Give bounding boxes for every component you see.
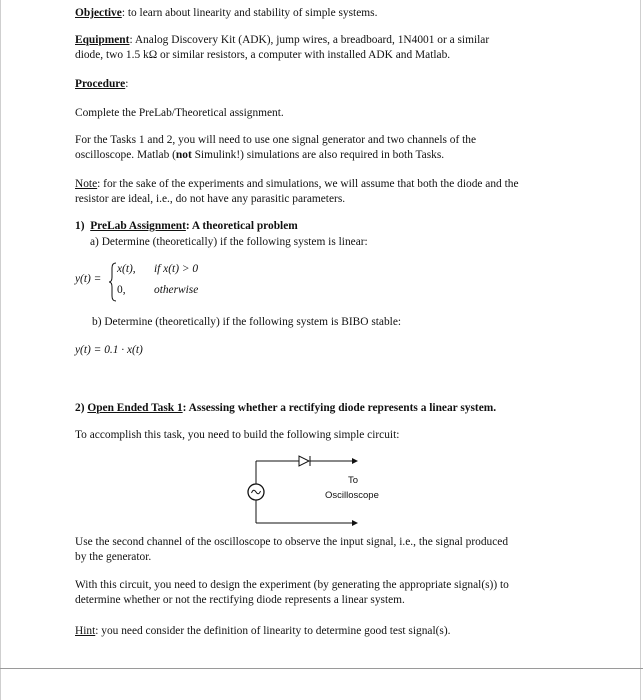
- eq1-lhs: y(t) =: [75, 273, 102, 285]
- circuit-label-oscilloscope: Oscilloscope: [325, 490, 379, 501]
- bottom-wire: [256, 520, 358, 526]
- second-channel-line1: Use the second channel of the oscilloscope to observe the input signal, i.e., the signal produced: [75, 536, 509, 548]
- piecewise-equation: [75, 261, 275, 303]
- procedure-tasks-paragraph: [75, 133, 575, 163]
- page-left-border: [0, 0, 1, 700]
- prelab-label: PreLab Assignment: [90, 220, 186, 232]
- diode-icon: [297, 456, 315, 466]
- note-line1: : for the sake of the experiments and simulations, we will assume that both the diode and the: [97, 178, 519, 190]
- second-channel-line2: by the generator.: [75, 551, 152, 563]
- procedure-tasks-line1: For the Tasks 1 and 2, you will need to use one signal generator and two channels of the: [75, 134, 477, 146]
- eq1-case2-condition: otherwise: [154, 284, 199, 296]
- procedure-heading-suffix: :: [125, 78, 129, 90]
- page-bottom-border: [0, 668, 643, 669]
- hint-label: Hint: [75, 625, 96, 637]
- page-right-border: [640, 0, 641, 700]
- procedure-tasks-line2-pre: oscilloscope. Matlab (: [75, 149, 176, 161]
- task1-label: Open Ended Task 1: [87, 402, 183, 414]
- prelab-part-a: a) Determine (theoretically) if the following system is linear:: [90, 236, 368, 248]
- procedure-tasks-line2-bold: not: [175, 149, 192, 161]
- design-line1: With this circuit, you need to design the experiment (by generating the appropriate signal(s)) to: [75, 579, 509, 591]
- procedure-heading-label: Procedure: [75, 78, 126, 90]
- objective-label: Objective: [75, 7, 122, 19]
- prelab-title: : A theoretical problem: [185, 220, 298, 232]
- objective-text: : to learn about linearity and stability of simple systems.: [121, 7, 378, 19]
- equipment-text-line1: : Analog Discovery Kit (ADK), jump wires, a breadboard, 1N4001 or a similar: [129, 34, 490, 46]
- hint-text: : you need consider the definition of linearity to determine good test signal(s).: [95, 625, 451, 637]
- eq1-case1-value: x(t),: [117, 263, 136, 275]
- design-paragraph: [75, 578, 575, 608]
- note-paragraph: [75, 177, 575, 207]
- task1-intro: To accomplish this task, you need to build the following simple circuit:: [75, 429, 400, 441]
- procedure-heading: [75, 77, 575, 92]
- ac-source-icon: [248, 484, 264, 500]
- procedure-intro: Complete the PreLab/Theoretical assignment.: [75, 107, 284, 119]
- second-channel-paragraph: [75, 535, 575, 565]
- prelab-part-b: b) Determine (theoretically) if the following system is BIBO stable:: [92, 316, 402, 328]
- task1-title: : Assessing whether a rectifying diode represents a linear system.: [182, 402, 497, 414]
- note-line2: resistor are ideal, i.e., do not have any parasitic parameters.: [75, 193, 346, 205]
- objective-paragraph: [75, 6, 575, 21]
- rectifier-circuit-diagram: [237, 453, 407, 533]
- eq1-case1-condition: if x(t) > 0: [154, 263, 199, 275]
- hint-paragraph: [75, 624, 575, 639]
- eq1-case2-value: 0,: [117, 284, 126, 296]
- equipment-paragraph: [75, 33, 575, 63]
- prelab-number: 1): [75, 220, 85, 232]
- equipment-text-line2: diode, two 1.5 kΩ or similar resistors, a computer with installed ADK and Matlab.: [75, 49, 451, 61]
- note-label: Note: [75, 178, 98, 190]
- design-line2: determine whether or not the rectifying diode represents a linear system.: [75, 594, 405, 606]
- top-wire: [256, 458, 358, 464]
- equipment-label: Equipment: [75, 34, 130, 46]
- circuit-label-to: To: [348, 475, 359, 486]
- task1-heading: [75, 401, 575, 416]
- procedure-tasks-line2-post: Simulink!) simulations are also required in both Tasks.: [191, 149, 445, 161]
- task1-number: 2): [75, 402, 85, 414]
- bibo-equation: y(t) = 0.1 · x(t): [75, 344, 143, 356]
- prelab-heading: [75, 219, 575, 234]
